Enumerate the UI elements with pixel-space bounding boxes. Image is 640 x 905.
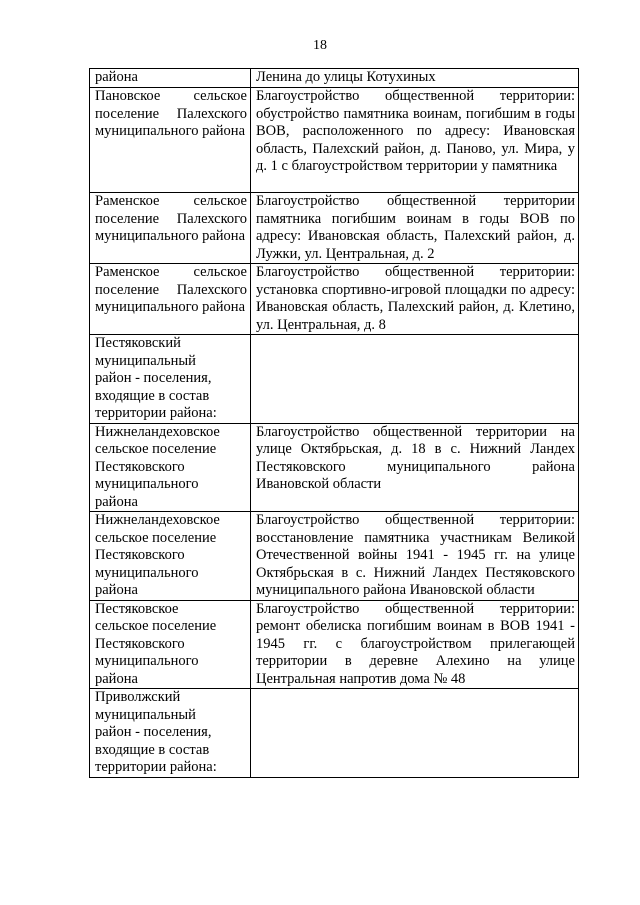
- table-row: [90, 689, 579, 778]
- entity-cell: [90, 423, 251, 512]
- description-text: Благоустройство общественной территории: установка спортивно-игровой площадки по адресу: Ивановская область, Палехский район, д. Клетино, ул. Центральная, д. 8: [256, 264, 575, 333]
- table-row: [90, 193, 579, 264]
- table-row: [90, 69, 579, 88]
- entity-cell: [90, 88, 251, 193]
- description-text: Благоустройство общественной территории памятника погибшим воинам в годы ВОВ по адресу: Ивановская область, Палехский район, д. Лужки, ул. Центральная, д. 2: [256, 193, 575, 262]
- entity-cell: [90, 264, 251, 335]
- entity-cell: [90, 600, 251, 689]
- territories-table: [89, 68, 579, 778]
- page-number: 18: [313, 38, 327, 53]
- description-cell: [251, 193, 579, 264]
- entity-text: Раменское сельское поселение Палехского муниципального района: [95, 264, 247, 315]
- description-cell: [251, 88, 579, 193]
- entity-cell: [90, 689, 251, 778]
- description-cell: [251, 512, 579, 601]
- description-text: Благоустройство общественной территории: обустройство памятника воинам, погибшим в годы ВОВ, расположенного по адресу: Ивановская область, Палехский район, д. Паново, ул. Мира, у д. 1 с благоустройством территории у памятника: [256, 88, 575, 174]
- entity-text: Раменское сельское поселение Палехского муниципального района: [95, 193, 247, 244]
- description-text: Благоустройство общественной территории: ремонт обелиска погибшим воинам в ВОВ 1941 - 1945 гг. с благоустройством прилегающей территории в деревне Алехино на улице Центральная напротив дома № 48: [256, 600, 575, 687]
- table-row: [90, 264, 579, 335]
- table-row: [90, 335, 579, 424]
- entity-text: Пестяковский муниципальный район - поселения, входящие в состав территории района:: [95, 335, 217, 421]
- entity-cell: [90, 69, 251, 88]
- entity-text: Нижнеландеховское сельское поселение Пестяковского муниципального района: [95, 423, 220, 510]
- entity-cell: [90, 193, 251, 264]
- entity-cell: [90, 512, 251, 601]
- table-row: [90, 423, 579, 512]
- entity-text: Нижнеландеховское сельское поселение Пестяковского муниципального района: [95, 512, 220, 598]
- entity-text: Пановское сельское поселение Палехского муниципального района: [95, 88, 247, 139]
- description-cell: [251, 69, 579, 88]
- entity-text: Пестяковское сельское поселение Пестяковского муниципального района: [95, 600, 217, 687]
- description-cell: [251, 335, 579, 424]
- description-text: Благоустройство общественной территории: восстановление памятника участникам Великой Отечественной войны 1941 - 1945 гг. на улице Октябрьская в с. Нижний Ландех Пестяковского муниципального района Ивановской области: [256, 512, 575, 598]
- entity-cell: [90, 335, 251, 424]
- description-text: Благоустройство общественной территории на улице Октябрьская, д. 18 в с. Нижний Ландех Пестяковского муниципального района Ивановской области: [256, 423, 575, 492]
- description-cell: [251, 689, 579, 778]
- table-row: [90, 512, 579, 601]
- entity-text: района: [95, 69, 138, 85]
- description-cell: [251, 264, 579, 335]
- table-row: [90, 600, 579, 689]
- description-text: Ленина до улицы Котухиных: [256, 69, 436, 85]
- entity-text: Приволжский муниципальный район - поселения, входящие в состав территории района:: [95, 689, 217, 775]
- description-cell: [251, 423, 579, 512]
- table-row: [90, 88, 579, 193]
- description-cell: [251, 600, 579, 689]
